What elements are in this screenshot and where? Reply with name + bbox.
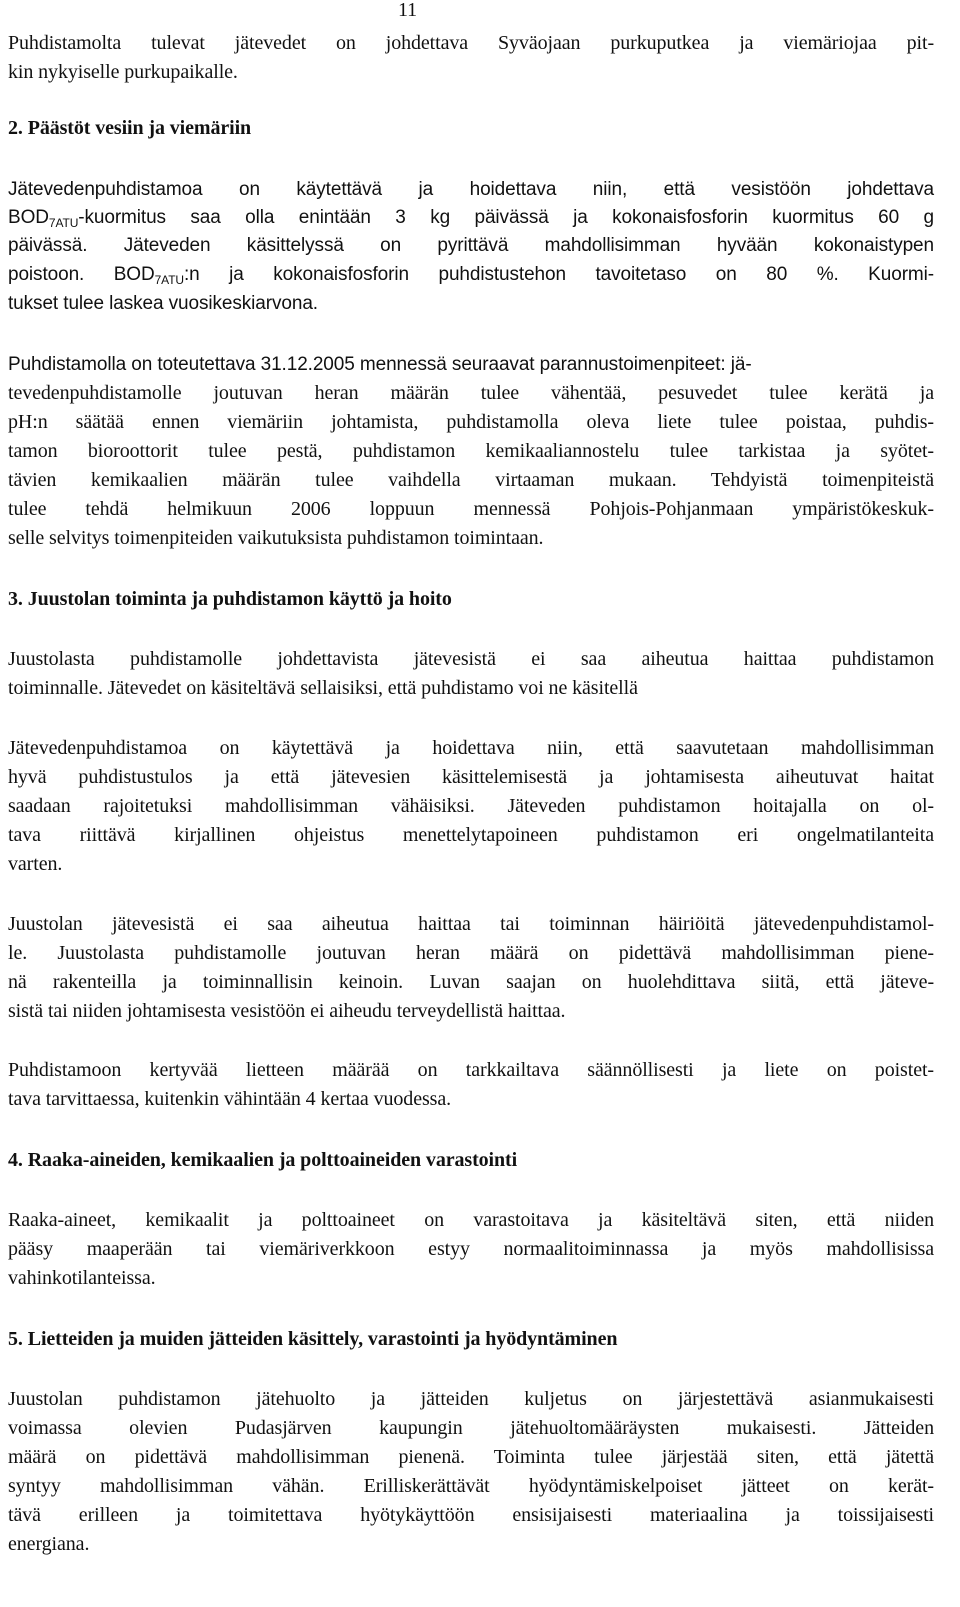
- section-5-line: Juustolan puhdistamon jätehuolto ja jätteiden kuljetus on järjestettävä asianmukaisesti: [8, 1388, 934, 1410]
- section-2-line: selle selvitys toimenpiteiden vaikutuksista puhdistamon toimintaan.: [8, 527, 544, 549]
- section-3-line: sistä tai niiden johtamisesta vesistöön ei aiheudu terveydellistä haittaa.: [8, 1000, 566, 1022]
- section-3-line: tava riittävä kirjallinen ohjeistus menettelytapoineen puhdistamon eri ongelmatilanteita: [8, 824, 934, 846]
- section-5-line: syntyy mahdollisimman vähän. Erilliskerättävät hyödyntämiskelpoiset jätteet on kerät-: [8, 1475, 934, 1497]
- section-2-line: Jätevedenpuhdistamoa on käytettävä ja hoidettava niin, että vesistöön johdettava: [8, 179, 934, 200]
- section-3-line: tava tarvittaessa, kuitenkin vähintään 4 kertaa vuodessa.: [8, 1088, 452, 1110]
- section-2-line: Puhdistamolla on toteutettava 31.12.2005 mennessä seuraavat parannustoimenpiteet: jä-: [8, 354, 752, 375]
- section-heading-3: 3. Juustolan toiminta ja puhdistamon käyttö ja hoito: [8, 588, 452, 610]
- section-4-line: pääsy maaperään tai viemäriverkkoon estyy normaalitoiminnassa ja myös mahdollisissa: [8, 1238, 934, 1260]
- section-5-line: määrä on pidettävä mahdollisimman pienenä. Toiminta tulee järjestää siten, että jätettä: [8, 1446, 934, 1468]
- section-3-line: Puhdistamoon kertyvää lietteen määrää on tarkkailtava säännöllisesti ja liete on poistet-: [8, 1059, 934, 1081]
- section-4-line: Raaka-aineet, kemikaalit ja polttoaineet on varastoitava ja käsiteltävä siten, että niiden: [8, 1209, 934, 1231]
- section-2-line: poistoon. $BOD_{7ATU}:n$ ja kokonaisfosforin puhdistustehon tavoitetaso on 80 %. Kuormi-: [8, 264, 934, 287]
- intro-line: kin nykyiselle purkupaikalle.: [8, 61, 238, 83]
- section-2-line: tevedenpuhdistamolle joutuvan heran määrän tulee vähentää, pesuvedet tulee kerätä ja: [8, 382, 934, 404]
- section-3-line: toiminnalle. Jätevedet on käsiteltävä sellaisiksi, että puhdistamo voi ne käsitellä: [8, 677, 638, 699]
- section-2-line: tukset tulee laskea vuosikeskiarvona.: [8, 293, 318, 314]
- section-2-line: päivässä. Jäteveden käsittelyssä on pyrittävä mahdollisimman hyvään kokonaistypen: [8, 235, 934, 256]
- section-heading-5: 5. Lietteiden ja muiden jätteiden käsittely, varastointi ja hyödyntäminen: [8, 1328, 618, 1350]
- section-3-line: hyvä puhdistustulos ja että jätevesien käsittelemisestä ja johtamisesta aiheutuvat haitat: [8, 766, 934, 788]
- section-3-line: Juustolasta puhdistamolle johdettavista jätevesistä ei saa aiheutua haittaa puhdistamon: [8, 648, 934, 670]
- section-3-line: saadaan rajoitetuksi mahdollisimman vähäisiksi. Jäteveden puhdistamon hoitajalla on ol-: [8, 795, 934, 817]
- section-heading-2: 2. Päästöt vesiin ja viemäriin: [8, 117, 252, 139]
- section-4-line: vahinkotilanteissa.: [8, 1267, 156, 1289]
- section-3-line: varten.: [8, 853, 63, 875]
- subscript: 7ATU: [48, 216, 79, 230]
- page-number: 11: [398, 0, 418, 21]
- section-5-line: tävä erilleen ja toimitettava hyötykäyttöön ensisijaisesti materiaalina ja toissijaisesti: [8, 1504, 934, 1526]
- section-5-line: voimassa olevien Pudasjärven kaupungin jätehuoltomääräysten mukaisesti. Jätteiden: [8, 1417, 934, 1439]
- section-3-line: Jätevedenpuhdistamoa on käytettävä ja hoidettava niin, että saavutetaan mahdollisimman: [8, 737, 934, 759]
- intro-line: Puhdistamolta tulevat jätevedet on johdettava Syväojaan purkuputkea ja viemäriojaa pit-: [8, 32, 934, 54]
- section-3-line: nä rakenteilla ja toiminnallisin keinoin. Luvan saajan on huolehdittava siitä, että jäteve-: [8, 971, 934, 993]
- section-2-line: pH:n säätää ennen viemäriin johtamista, puhdistamolla oleva liete tulee poistaa, puhdis-: [8, 411, 934, 433]
- section-5-line: energiana.: [8, 1533, 90, 1555]
- subscript: 7ATU: [154, 273, 184, 287]
- section-2-line: tamon bioroottorit tulee pestä, puhdistamon kemikaaliannostelu tulee tarkistaa ja syötet-: [8, 440, 934, 462]
- section-2-line: tävien kemikaalien määrän tulee vaihdella virtaaman mukaan. Tehdyistä toimenpiteistä: [8, 469, 934, 491]
- section-2-line: $BOD_{7ATU}$-kuormitus saa olla enintään 3 kg päivässä ja kokonaisfosforin kuormitus 60 g: [8, 207, 934, 230]
- section-3-line: le. Juustolasta puhdistamolle joutuvan heran määrä on pidettävä mahdollisimman piene-: [8, 942, 934, 964]
- section-heading-4: 4. Raaka-aineiden, kemikaalien ja polttoaineiden varastointi: [8, 1149, 518, 1171]
- section-2-line: tulee tehdä helmikuun 2006 loppuun mennessä Pohjois-Pohjanmaan ympäristökeskuk-: [8, 498, 934, 520]
- section-3-line: Juustolan jätevesistä ei saa aiheutua haittaa tai toiminnan häiriöitä jätevedenpuhdistamol-: [8, 913, 934, 935]
